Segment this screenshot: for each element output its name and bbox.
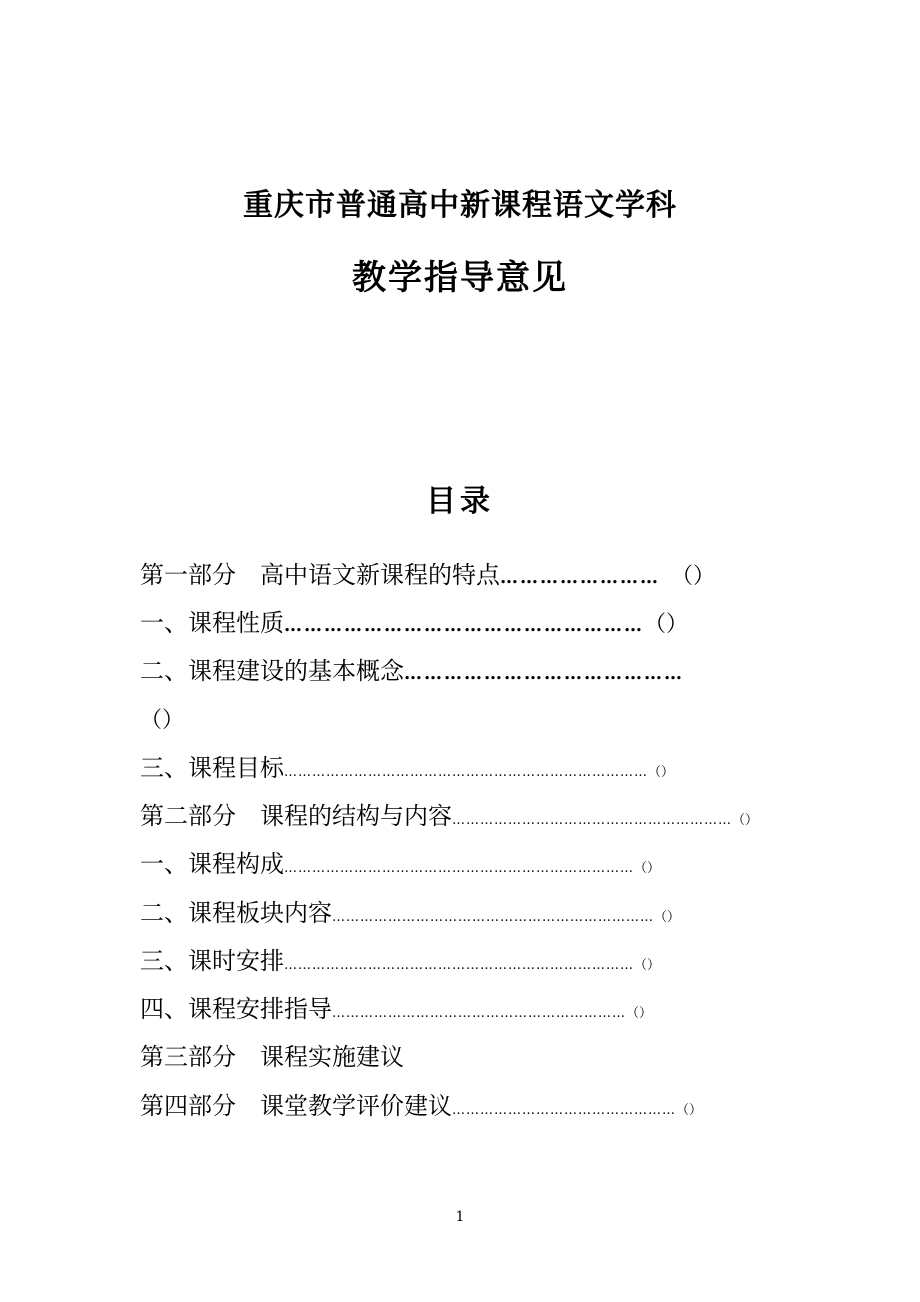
toc-entry: [140, 1042, 404, 1072]
toc-entry: [140, 946, 660, 981]
toc-entry-label: 二、课程板块内容: [140, 899, 332, 927]
toc-entry-label: 第三部分 课程实施建议: [140, 1043, 404, 1071]
toc-entry-page: （）: [634, 861, 661, 876]
toc-entry: [140, 898, 680, 933]
toc-entry-label: 三、课时安排: [140, 947, 284, 975]
toc-entry: [140, 994, 652, 1029]
toc-entry-leader: …………………………………………………………………: [284, 958, 634, 973]
page-number: 1: [455, 1209, 465, 1225]
toc-entry: [140, 560, 715, 593]
toc-entry: [140, 1091, 702, 1126]
toc-entry-label: 三、课程目标: [140, 754, 284, 782]
toc-entry-leader: ……………………………………………………………………: [284, 765, 648, 780]
toc-entry: [140, 849, 660, 884]
toc-entry-page: （）: [660, 564, 716, 589]
toc-entry-page: （）: [626, 1006, 653, 1021]
toc-entry-label: 四、课程安排指导: [140, 995, 332, 1023]
toc-entry-page: （）: [648, 765, 675, 780]
toc-entry-leader: ………………………………………………: [284, 615, 644, 636]
toc-entry-page: （）: [654, 910, 681, 925]
toc-heading: 目录: [426, 484, 494, 519]
toc-entry-label: 第四部分 课堂教学评价建议: [140, 1092, 452, 1120]
toc-entry-label: 一、课程构成: [140, 850, 284, 878]
toc-entry-leader: ………………………………………………………: [332, 1006, 626, 1021]
toc-entry-label: 二、课程建设的基本概念: [140, 657, 404, 685]
toc-entry: [140, 753, 674, 788]
toc-entry-leader: ……………………………………………………………: [332, 910, 654, 925]
toc-entry: [140, 801, 758, 836]
toc-entry-leader: …………………………………………: [452, 1103, 676, 1118]
document-title-line1: 重庆市普通高中新课程语文学科: [243, 188, 677, 223]
toc-entry-label: 第二部分 课程的结构与内容: [140, 802, 452, 830]
toc-entry: [140, 608, 688, 641]
toc-entry-page: （）: [634, 958, 661, 973]
toc-entry-label: 第一部分 高中语文新课程的特点: [140, 561, 500, 589]
toc-entry-page: （）: [140, 708, 185, 733]
toc-entry-continuation: [140, 704, 184, 736]
toc-entry-leader: ……………………………………………………: [452, 813, 732, 828]
toc-entry: [140, 656, 684, 689]
toc-entry-page: （）: [732, 813, 759, 828]
toc-entry-label: 一、课程性质: [140, 609, 284, 637]
toc-entry-leader: ……………………: [500, 567, 660, 588]
toc-entry-leader: …………………………………………………………………: [284, 861, 634, 876]
toc-entry-leader: ……………………………………: [404, 663, 684, 684]
toc-entry-page: （）: [644, 612, 689, 637]
toc-entry-page: （）: [676, 1103, 703, 1118]
document-title-line2: 教学指导意见: [352, 258, 568, 298]
